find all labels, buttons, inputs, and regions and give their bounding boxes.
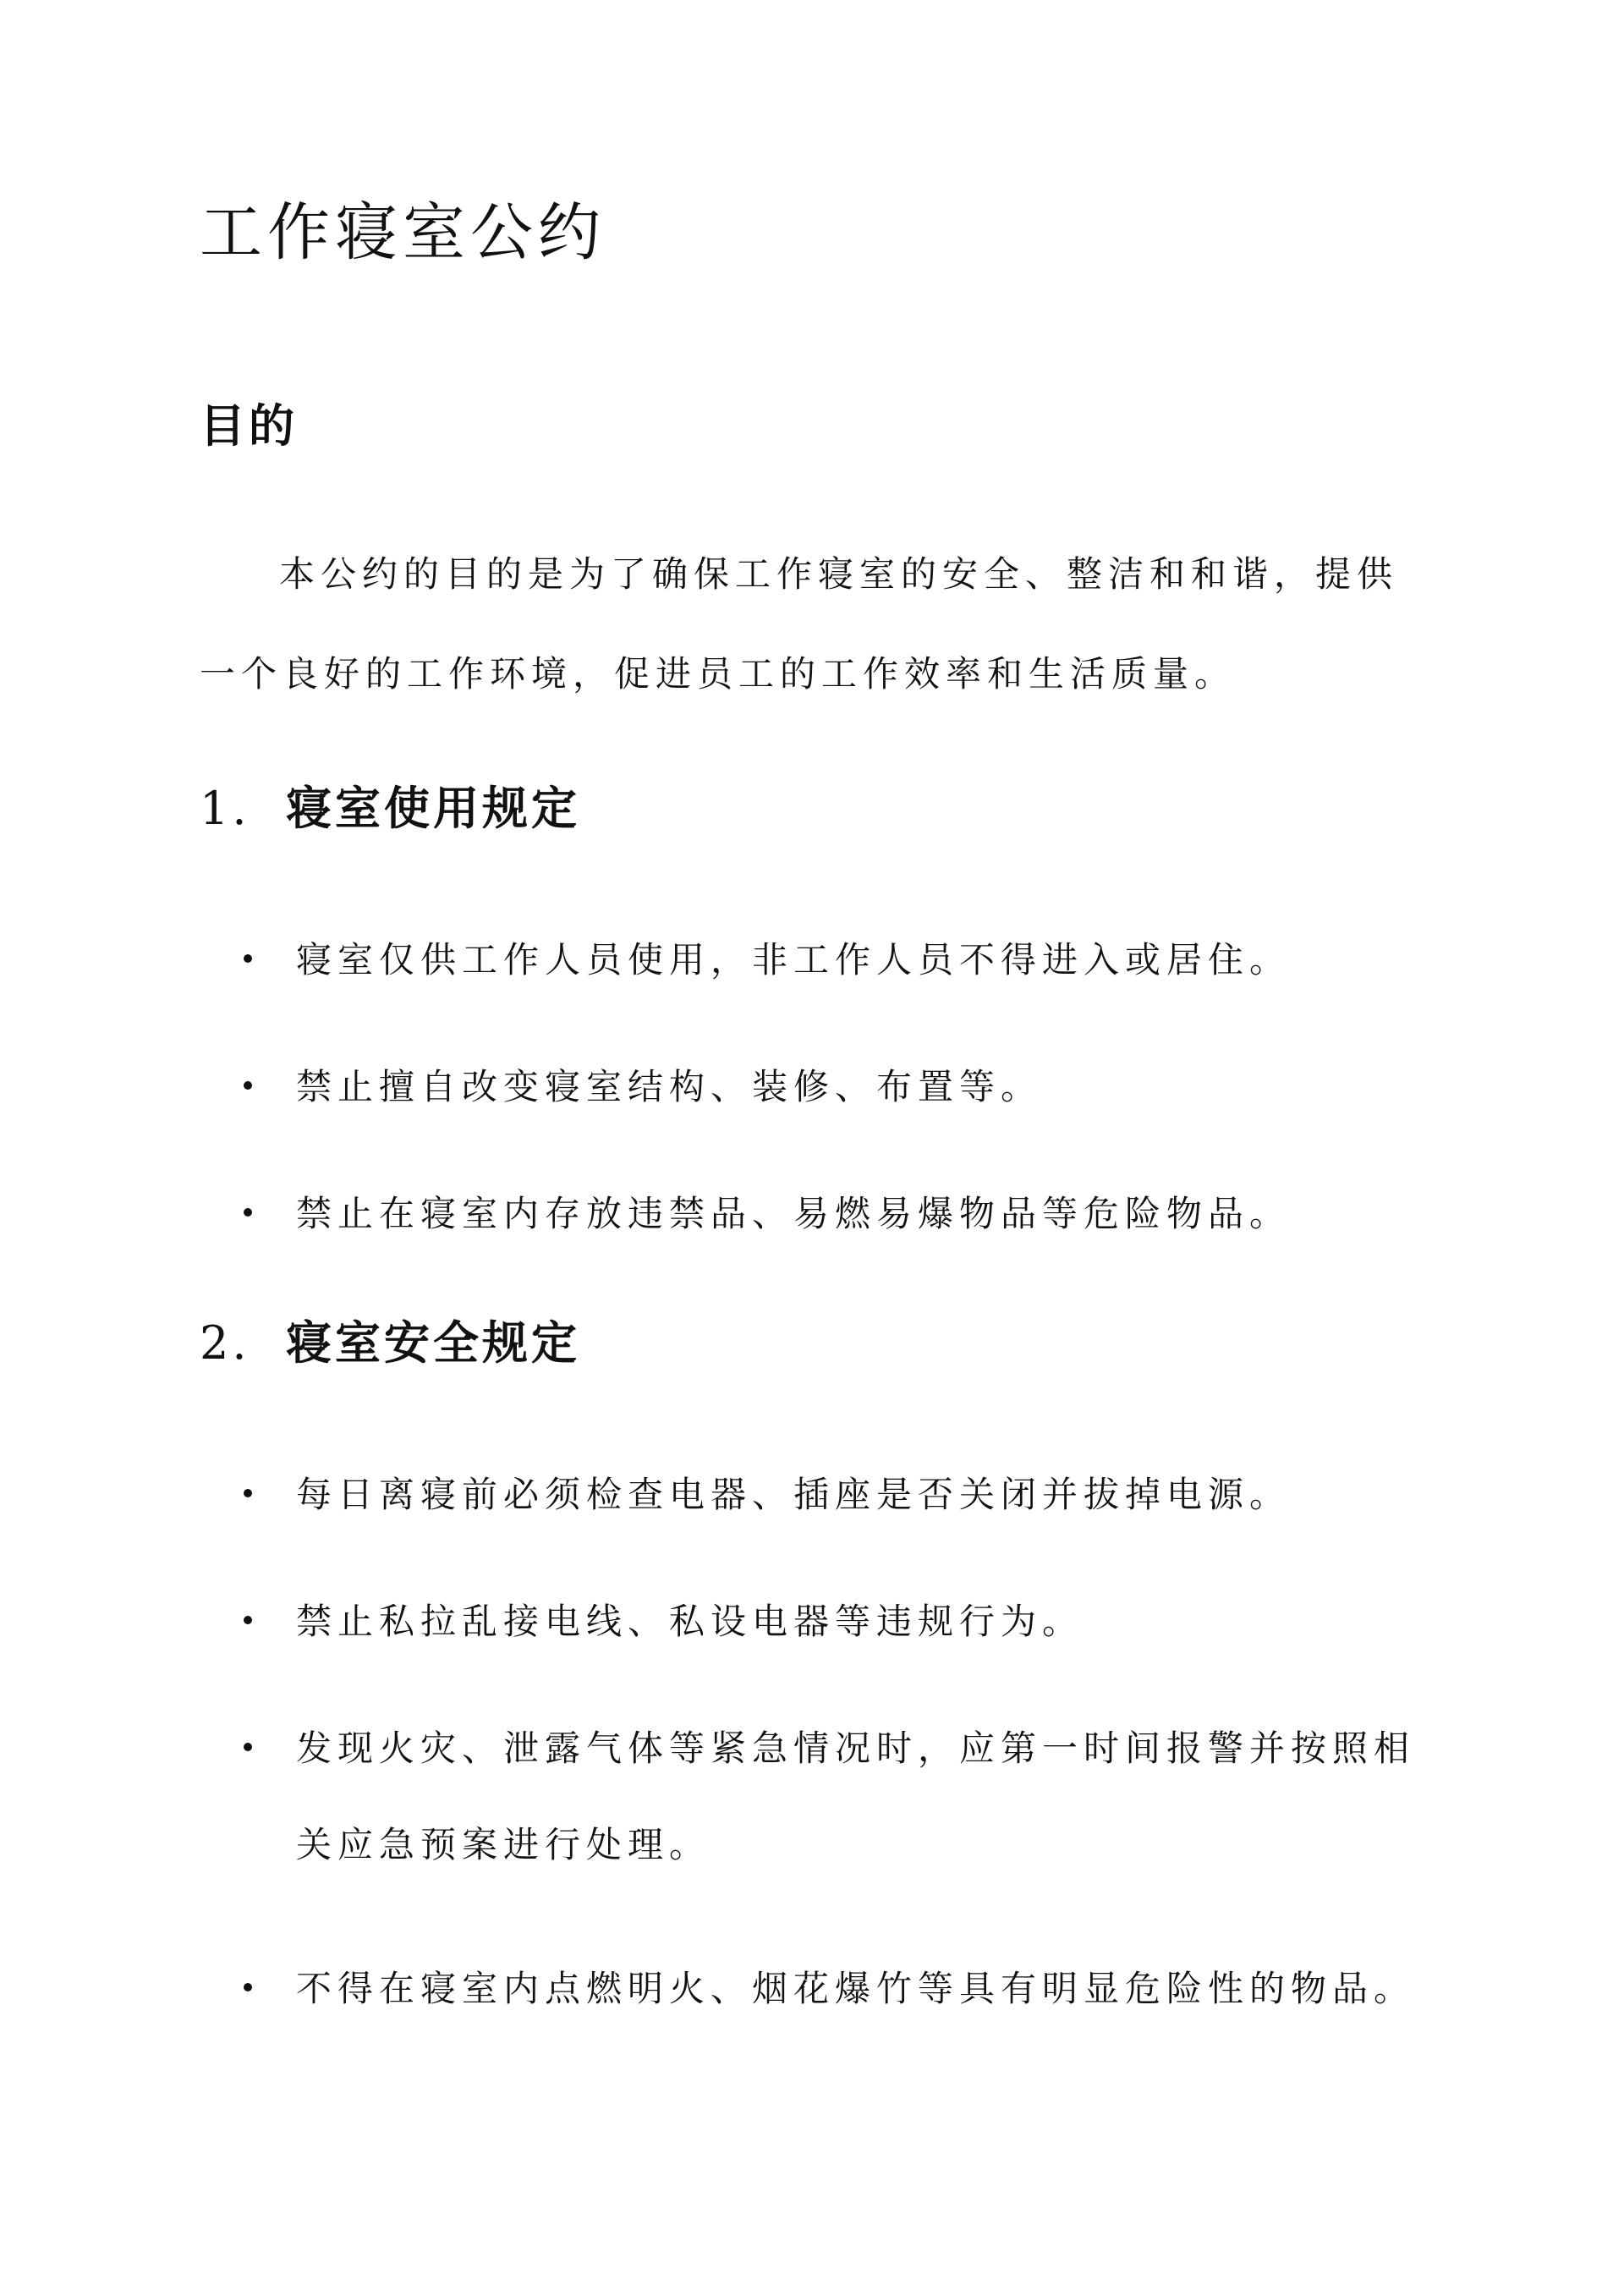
list-item xyxy=(244,1941,1445,2037)
section-heading-safety xyxy=(200,1316,580,1370)
list-item xyxy=(244,1700,1445,1893)
list-item-text: 禁止在寝室内存放违禁品、易燃易爆物品等危险物品。 xyxy=(296,1193,1292,1234)
list-item xyxy=(244,1447,1445,1543)
bullet-dot-icon xyxy=(244,1208,252,1217)
list-item-text: 不得在寝室内点燃明火、烟花爆竹等具有明显危险性的物品。 xyxy=(296,1968,1416,2009)
list-item-text: 禁止擅自改变寝室结构、装修、布置等。 xyxy=(296,1066,1043,1107)
section-title: 寝室安全规定 xyxy=(286,1316,580,1370)
bullet-dot-icon xyxy=(244,1081,252,1090)
list-item-text: 禁止私拉乱接电线、私设电器等违规行为。 xyxy=(296,1601,1084,1642)
purpose-paragraph: 本公约的目的是为了确保工作寝室的安全、整洁和和谐，提供一个良好的工作环境，促进员工的工作效率和生活质量。 xyxy=(200,553,1399,695)
list-item xyxy=(244,1039,1445,1135)
bullet-dot-icon xyxy=(244,1983,252,1991)
section-number: 2. xyxy=(200,1316,250,1370)
bullet-dot-icon xyxy=(244,1616,252,1624)
document-title: 工作寝室公约 xyxy=(200,196,606,269)
bullet-dot-icon xyxy=(244,1743,252,1751)
list-item-text: 每日离寝前必须检查电器、插座是否关闭并拔掉电源。 xyxy=(296,1474,1292,1515)
list-item-text: 发现火灾、泄露气体等紧急情况时，应第一时间报警并按照相关应急预案进行处理。 xyxy=(296,1727,1416,1865)
section-title: 寝室使用规定 xyxy=(286,781,580,835)
bullet-dot-icon xyxy=(244,954,252,963)
section-number: 1. xyxy=(200,782,250,835)
list-item xyxy=(244,1166,1445,1262)
section-heading-usage xyxy=(200,781,580,835)
bullet-dot-icon xyxy=(244,1489,252,1497)
list-item-text: 寝室仅供工作人员使用，非工作人员不得进入或居住。 xyxy=(296,939,1292,980)
purpose-heading: 目的 xyxy=(200,398,298,453)
list-item xyxy=(244,1574,1445,1670)
list-item xyxy=(244,912,1445,1008)
